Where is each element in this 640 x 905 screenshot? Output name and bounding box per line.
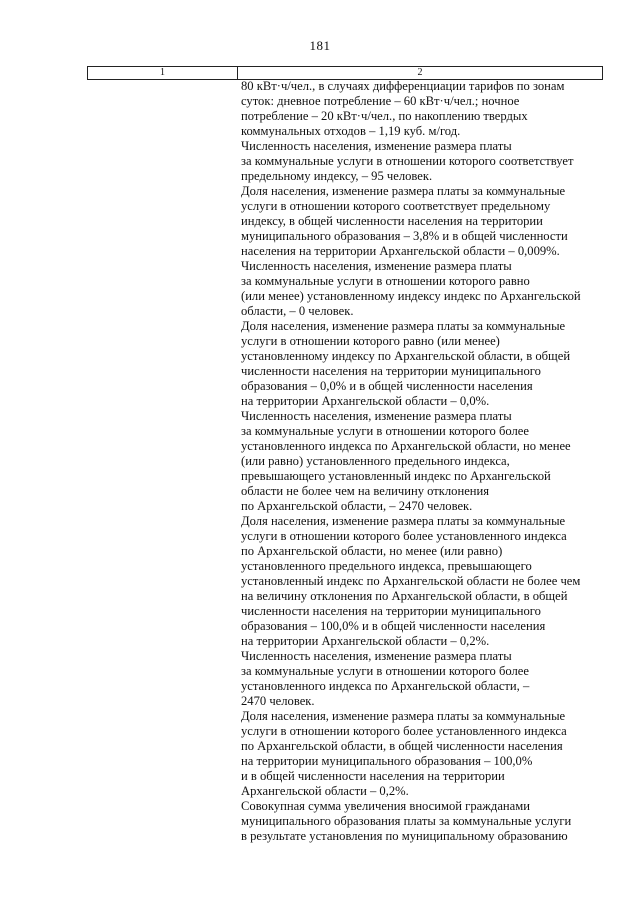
text-line: 80 кВт·ч/чел., в случаях дифференциации тарифов по зонам bbox=[241, 79, 565, 93]
text-line: установленного предельного индекса, превышающего bbox=[241, 559, 532, 573]
text-line: Численность населения, изменение размера платы bbox=[241, 649, 512, 663]
text-line: за коммунальные услуги в отношении которого более bbox=[241, 424, 529, 438]
text-line: по Архангельской области, но менее (или равно) bbox=[241, 544, 503, 558]
text-line: в результате установления по муниципальному образованию bbox=[241, 829, 568, 843]
text-line: Доля населения, изменение размера платы за коммунальные bbox=[241, 709, 566, 723]
text-line: области, – 0 человек. bbox=[241, 304, 354, 318]
text-line: за коммунальные услуги в отношении которого равно bbox=[241, 274, 530, 288]
text-line: за коммунальные услуги в отношении которого соответствует bbox=[241, 154, 574, 168]
text-line: на территории Архангельской области – 0,2%. bbox=[241, 634, 490, 648]
paragraph bbox=[241, 139, 601, 184]
text-line: установленный индекс по Архангельской области не более чем bbox=[241, 574, 581, 588]
paragraph bbox=[241, 649, 601, 709]
text-line: образования – 100,0% и в общей численности населения bbox=[241, 619, 546, 633]
text-line: установленному индексу по Архангельской области, в общей bbox=[241, 349, 571, 363]
text-line: превышающего установленный индекс по Архангельской bbox=[241, 469, 551, 483]
text-line: численности населения на территории муниципального bbox=[241, 364, 541, 378]
text-line: на территории Архангельской области – 0,0%. bbox=[241, 394, 490, 408]
text-line: области не более чем на величину отклонения bbox=[241, 484, 490, 498]
text-line: потребление – 20 кВт·ч/чел., по накоплению твердых bbox=[241, 109, 528, 123]
text-line: суток: дневное потребление – 60 кВт·ч/чел.; ночное bbox=[241, 94, 520, 108]
text-line: Доля населения, изменение размера платы за коммунальные bbox=[241, 514, 566, 528]
text-line: Доля населения, изменение размера платы за коммунальные bbox=[241, 184, 566, 198]
text-line: на величину отклонения по Архангельской области, в общей bbox=[241, 589, 568, 603]
paragraph bbox=[241, 79, 601, 139]
text-line: муниципального образования платы за коммунальные услуги bbox=[241, 814, 572, 828]
text-line: коммунальных отходов – 1,19 куб. м/год. bbox=[241, 124, 461, 138]
text-line: образования – 0,0% и в общей численности населения bbox=[241, 379, 533, 393]
text-line: Архангельской области – 0,2%. bbox=[241, 784, 409, 798]
column-header-row bbox=[88, 67, 603, 80]
text-line: (или равно) установленного предельного индекса, bbox=[241, 454, 510, 468]
text-line: Численность населения, изменение размера платы bbox=[241, 139, 512, 153]
text-line: Численность населения, изменение размера платы bbox=[241, 259, 512, 273]
text-line: Доля населения, изменение размера платы за коммунальные bbox=[241, 319, 566, 333]
document-body-text bbox=[241, 79, 601, 844]
column-header-2: 2 bbox=[238, 67, 603, 80]
text-line: на территории муниципального образования – 100,0% bbox=[241, 754, 533, 768]
text-line: услуги в отношении которого более установленного индекса bbox=[241, 529, 567, 543]
text-line: по Архангельской области, – 2470 человек. bbox=[241, 499, 473, 513]
text-line: населения на территории Архангельской области – 0,009%. bbox=[241, 244, 560, 258]
paragraph bbox=[241, 409, 601, 514]
text-line: (или менее) установленному индексу индекс по Архангельской bbox=[241, 289, 581, 303]
text-line: 2470 человек. bbox=[241, 694, 315, 708]
text-line: установленного индекса по Архангельской области, но менее bbox=[241, 439, 571, 453]
text-line: муниципального образования – 3,8% и в общей численности bbox=[241, 229, 568, 243]
text-line: услуги в отношении которого равно (или менее) bbox=[241, 334, 500, 348]
text-line: за коммунальные услуги в отношении которого более bbox=[241, 664, 529, 678]
text-line: и в общей численности населения на территории bbox=[241, 769, 505, 783]
paragraph bbox=[241, 514, 601, 649]
paragraph bbox=[241, 319, 601, 409]
text-line: установленного индекса по Архангельской области, – bbox=[241, 679, 530, 693]
text-line: услуги в отношении которого соответствует предельному bbox=[241, 199, 551, 213]
column-header-table bbox=[87, 66, 603, 80]
column-header-1: 1 bbox=[88, 67, 238, 80]
text-line: по Архангельской области, в общей численности населения bbox=[241, 739, 563, 753]
text-line: численности населения на территории муниципального bbox=[241, 604, 541, 618]
paragraph bbox=[241, 709, 601, 799]
text-line: Численность населения, изменение размера платы bbox=[241, 409, 512, 423]
text-line: Совокупная сумма увеличения вносимой гражданами bbox=[241, 799, 530, 813]
paragraph bbox=[241, 259, 601, 319]
page-number: 181 bbox=[309, 38, 331, 53]
paragraph bbox=[241, 799, 601, 844]
paragraph bbox=[241, 184, 601, 259]
text-line: предельному индексу, – 95 человек. bbox=[241, 169, 433, 183]
text-line: индексу, в общей численности населения на территории bbox=[241, 214, 543, 228]
text-line: услуги в отношении которого более установленного индекса bbox=[241, 724, 567, 738]
